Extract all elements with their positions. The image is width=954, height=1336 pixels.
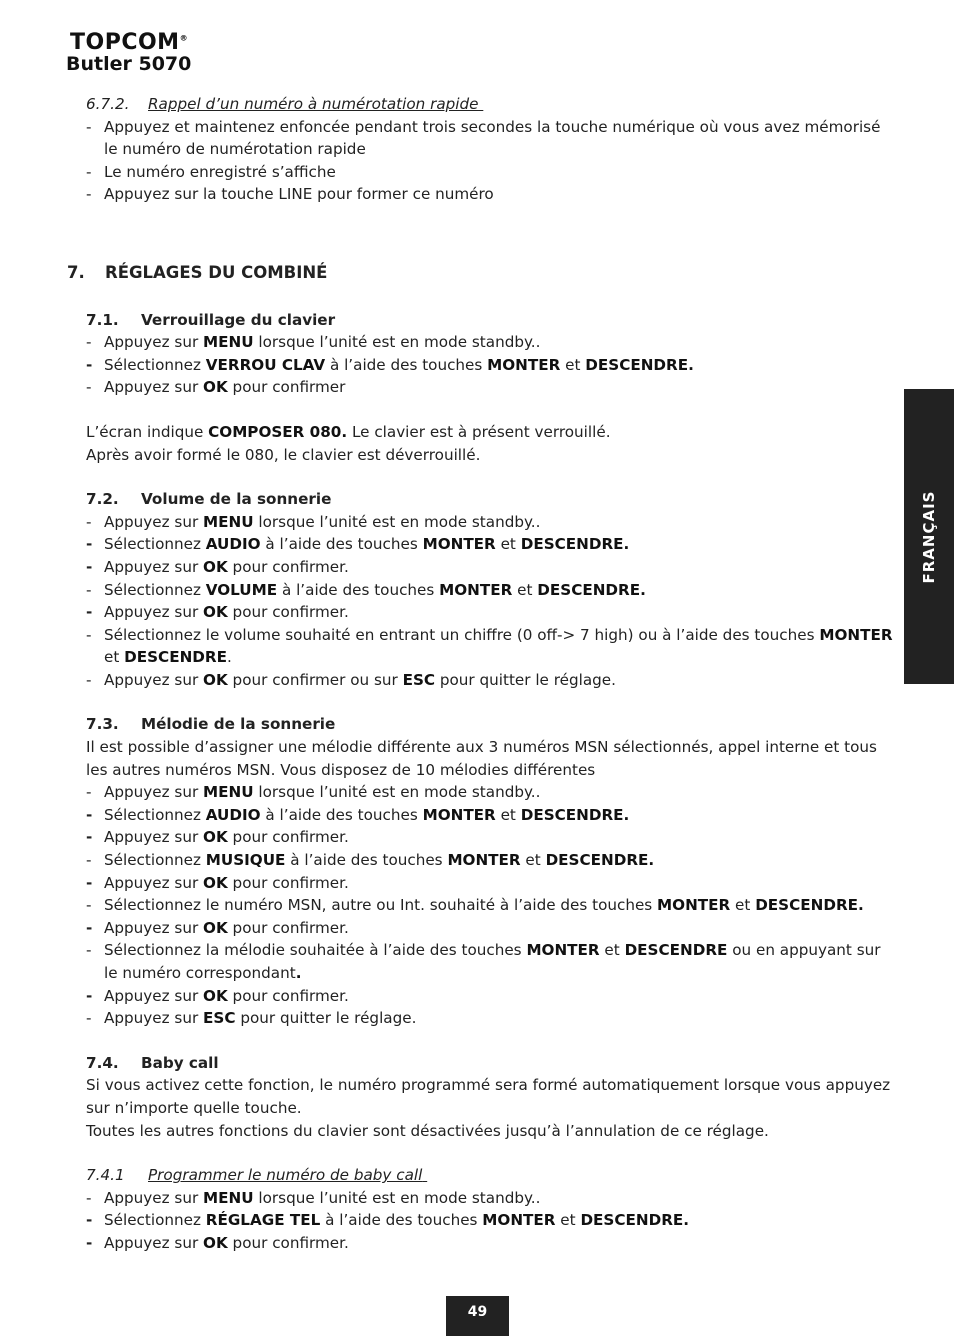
paragraph: Toutes les autres fonctions du clavier sont désactivées jusqu’à l’annulation de ce réglage. [86, 1121, 769, 1140]
bullet-list [86, 1187, 894, 1255]
page-content [67, 93, 894, 1255]
list-item: - Appuyez sur MENU lorsque l’unité est en mode standby.. [86, 333, 541, 352]
list-item: - Sélectionnez RÉGLAGE TEL à l’aide des touches MONTER et DESCENDRE. [86, 1211, 690, 1230]
list-item: - Sélectionnez AUDIO à l’aide des touches MONTER et DESCENDRE. [86, 535, 630, 554]
model-name: Butler 5070 [66, 53, 192, 75]
list-item: - Sélectionnez le volume souhaité en entrant un chiffre (0 off-> 7 high) ou à l’aide des touches MONTER et DESCENDRE. [86, 625, 893, 667]
list-item: - Appuyez sur OK pour confirmer. [86, 557, 349, 576]
paragraph: Après avoir formé le 080, le clavier est déverrouillé. [86, 445, 481, 464]
bullet-list [86, 331, 894, 399]
list-item: - Appuyez sur OK pour confirmer. [86, 986, 349, 1005]
list-item: - Sélectionnez AUDIO à l’aide des touches MONTER et DESCENDRE. [86, 805, 630, 824]
list-item: - Appuyez sur OK pour confirmer. [86, 918, 349, 937]
list-item: - Appuyez sur MENU lorsque l’unité est en mode standby.. [86, 512, 541, 531]
list-item: - Appuyez sur OK pour confirmer. [86, 1233, 349, 1252]
subsection-heading: 7.2. Volume de la sonnerie [86, 490, 332, 509]
language-tab [904, 389, 954, 684]
list-item: - Appuyez sur OK pour confirmer. [86, 873, 349, 892]
list-item: - Sélectionnez la mélodie souhaitée à l’aide des touches MONTER et DESCENDRE ou en appuyant sur le numéro correspondant. [86, 941, 881, 982]
list-item: - Sélectionnez MUSIQUE à l’aide des touches MONTER et DESCENDRE. [86, 851, 655, 870]
section-heading: 7. RÉGLAGES DU COMBINÉ [67, 262, 328, 282]
subsection-heading: 7.1. Verrouillage du clavier [86, 310, 336, 329]
subsection-heading: 6.7.2. Rappel d’un numéro à numérotation rapide [86, 95, 479, 113]
list-item: - Appuyez et maintenez enfoncée pendant trois secondes la touche numérique où vous avez mémorisé le numéro de numérotation rapide [86, 117, 881, 159]
language-tab-label: FRANÇAIS [920, 490, 938, 583]
bullet-list [86, 511, 894, 692]
list-item: - Sélectionnez le numéro MSN, autre ou Int. souhaité à l’aide des touches MONTER et DESCENDRE. [86, 896, 864, 915]
list-item: - Appuyez sur OK pour confirmer ou sur ESC pour quitter le réglage. [86, 670, 616, 689]
subsection-heading: 7.4. Baby call [86, 1053, 219, 1072]
logo-text: TOPCOM [70, 30, 180, 55]
paragraph: Si vous activez cette fonction, le numéro programmé sera formé automatiquement lorsque vous appuyez sur n’importe quelle touche. [86, 1076, 891, 1117]
list-item: - Appuyez sur OK pour confirmer [86, 378, 346, 397]
list-item: - Appuyez sur OK pour confirmer. [86, 603, 349, 622]
list-item: - Appuyez sur la touche LINE pour former ce numéro [86, 185, 494, 204]
bullet-list [86, 116, 894, 206]
page-number: 49 [446, 1296, 509, 1336]
list-item: - Appuyez sur MENU lorsque l’unité est en mode standby.. [86, 783, 541, 802]
brand-logo: TOPCOM® [70, 30, 189, 55]
list-item: - Appuyez sur ESC pour quitter le réglage. [86, 1009, 417, 1028]
bullet-list [86, 781, 894, 1030]
subsection-heading: 7.4.1 Programmer le numéro de baby call [86, 1166, 423, 1185]
paragraph: Il est possible d’assigner une mélodie différente aux 3 numéros MSN sélectionnés, appel interne et tous les autres numéros MSN. Vous disposez de 10 mélodies différentes [86, 738, 877, 779]
subsection-heading: 7.3. Mélodie de la sonnerie [86, 715, 336, 734]
list-item: - Sélectionnez VERROU CLAV à l’aide des touches MONTER et DESCENDRE. [86, 355, 694, 374]
paragraph: L’écran indique COMPOSER 080. Le clavier est à présent verrouillé. [86, 422, 611, 441]
list-item: - Le numéro enregistré s’affiche [86, 162, 336, 181]
list-item: - Appuyez sur MENU lorsque l’unité est en mode standby.. [86, 1188, 541, 1207]
list-item: - Appuyez sur OK pour confirmer. [86, 828, 349, 847]
list-item: - Sélectionnez VOLUME à l’aide des touches MONTER et DESCENDRE. [86, 580, 646, 599]
